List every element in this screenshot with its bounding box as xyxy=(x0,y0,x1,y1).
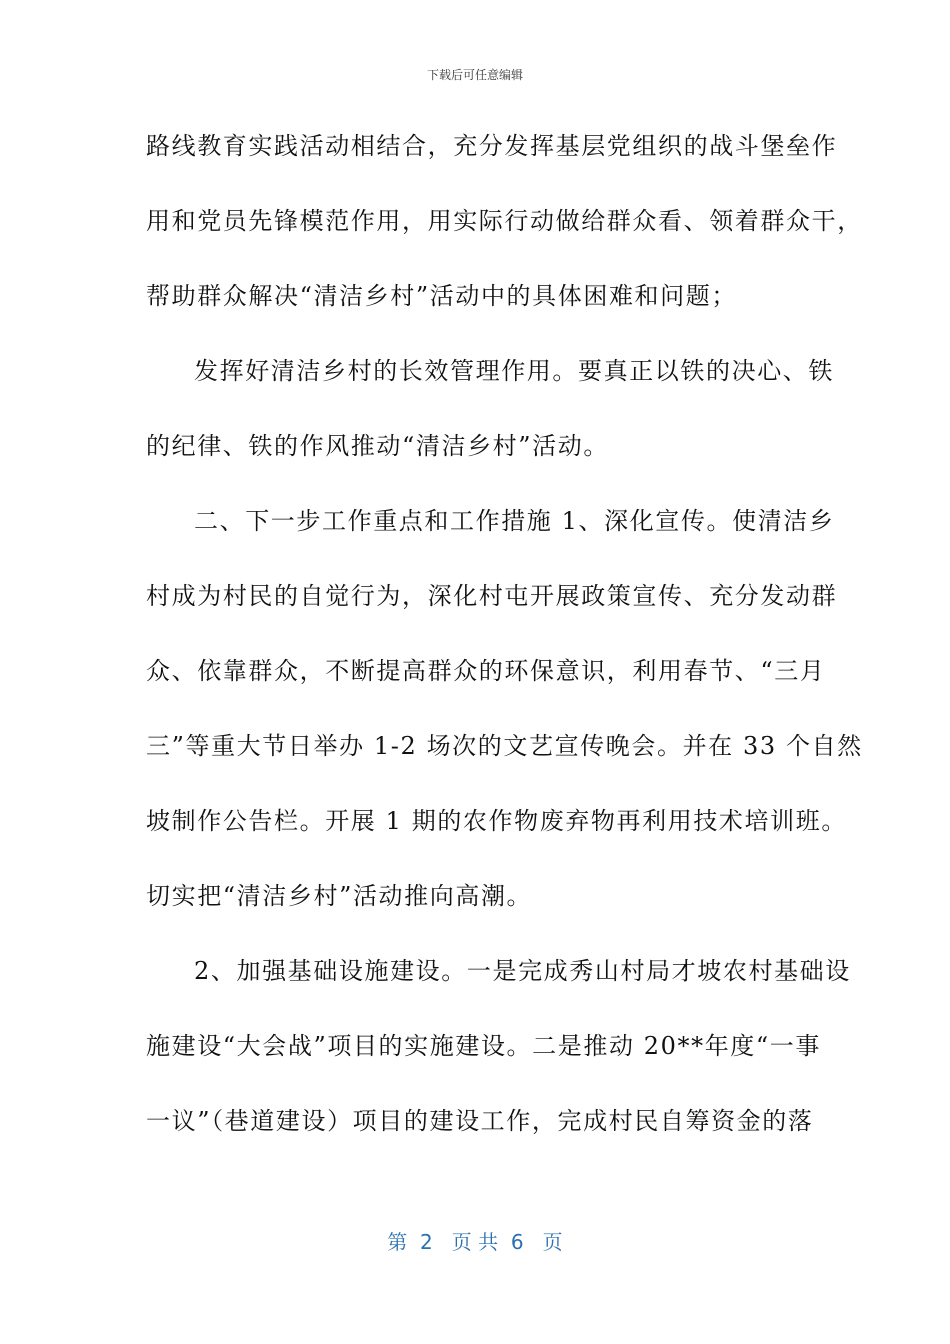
body-line: 帮助群众解决“清洁乡村”活动中的具体困难和问题； xyxy=(146,282,737,310)
body-line: 坡制作公告栏。开展 1 期的农作物废弃物再利用技术培训班。 xyxy=(146,807,847,835)
body-line: 三”等重大节日举办 1-2 场次的文艺宣传晚会。并在 33 个自然 xyxy=(146,732,863,760)
body-line: 2、加强基础设施建设。一是完成秀山村局才坡农村基础设 xyxy=(194,957,851,985)
body-line: 切实把“清洁乡村”活动推向高潮。 xyxy=(146,882,533,910)
body-line: 的纪律、铁的作风推动“清洁乡村”活动。 xyxy=(146,432,609,460)
body-line: 一议”（巷道建设）项目的建设工作，完成村民自筹资金的落 xyxy=(146,1107,814,1135)
page-number-footer: 第 2 页 共 6 页 xyxy=(387,1230,563,1254)
body-line: 用和党员先锋模范作用，用实际行动做给群众看、领着群众干， xyxy=(146,207,863,235)
body-line: 村成为村民的自觉行为，深化村屯开展政策宣传、充分发动群 xyxy=(146,582,838,610)
body-line: 路线教育实践活动相结合，充分发挥基层党组织的战斗堡垒作 xyxy=(146,132,838,160)
body-line: 众、依靠群众，不断提高群众的环保意识，利用春节、“三月 xyxy=(146,657,826,685)
body-line: 二、下一步工作重点和工作措施 1、深化宣传。使清洁乡 xyxy=(194,507,835,535)
body-line: 施建设“大会战”项目的实施建设。二是推动 20**年度“一事 xyxy=(146,1032,821,1060)
body-line: 发挥好清洁乡村的长效管理作用。要真正以铁的决心、铁 xyxy=(194,357,834,385)
page-header: 下载后可任意编辑 xyxy=(426,68,523,82)
